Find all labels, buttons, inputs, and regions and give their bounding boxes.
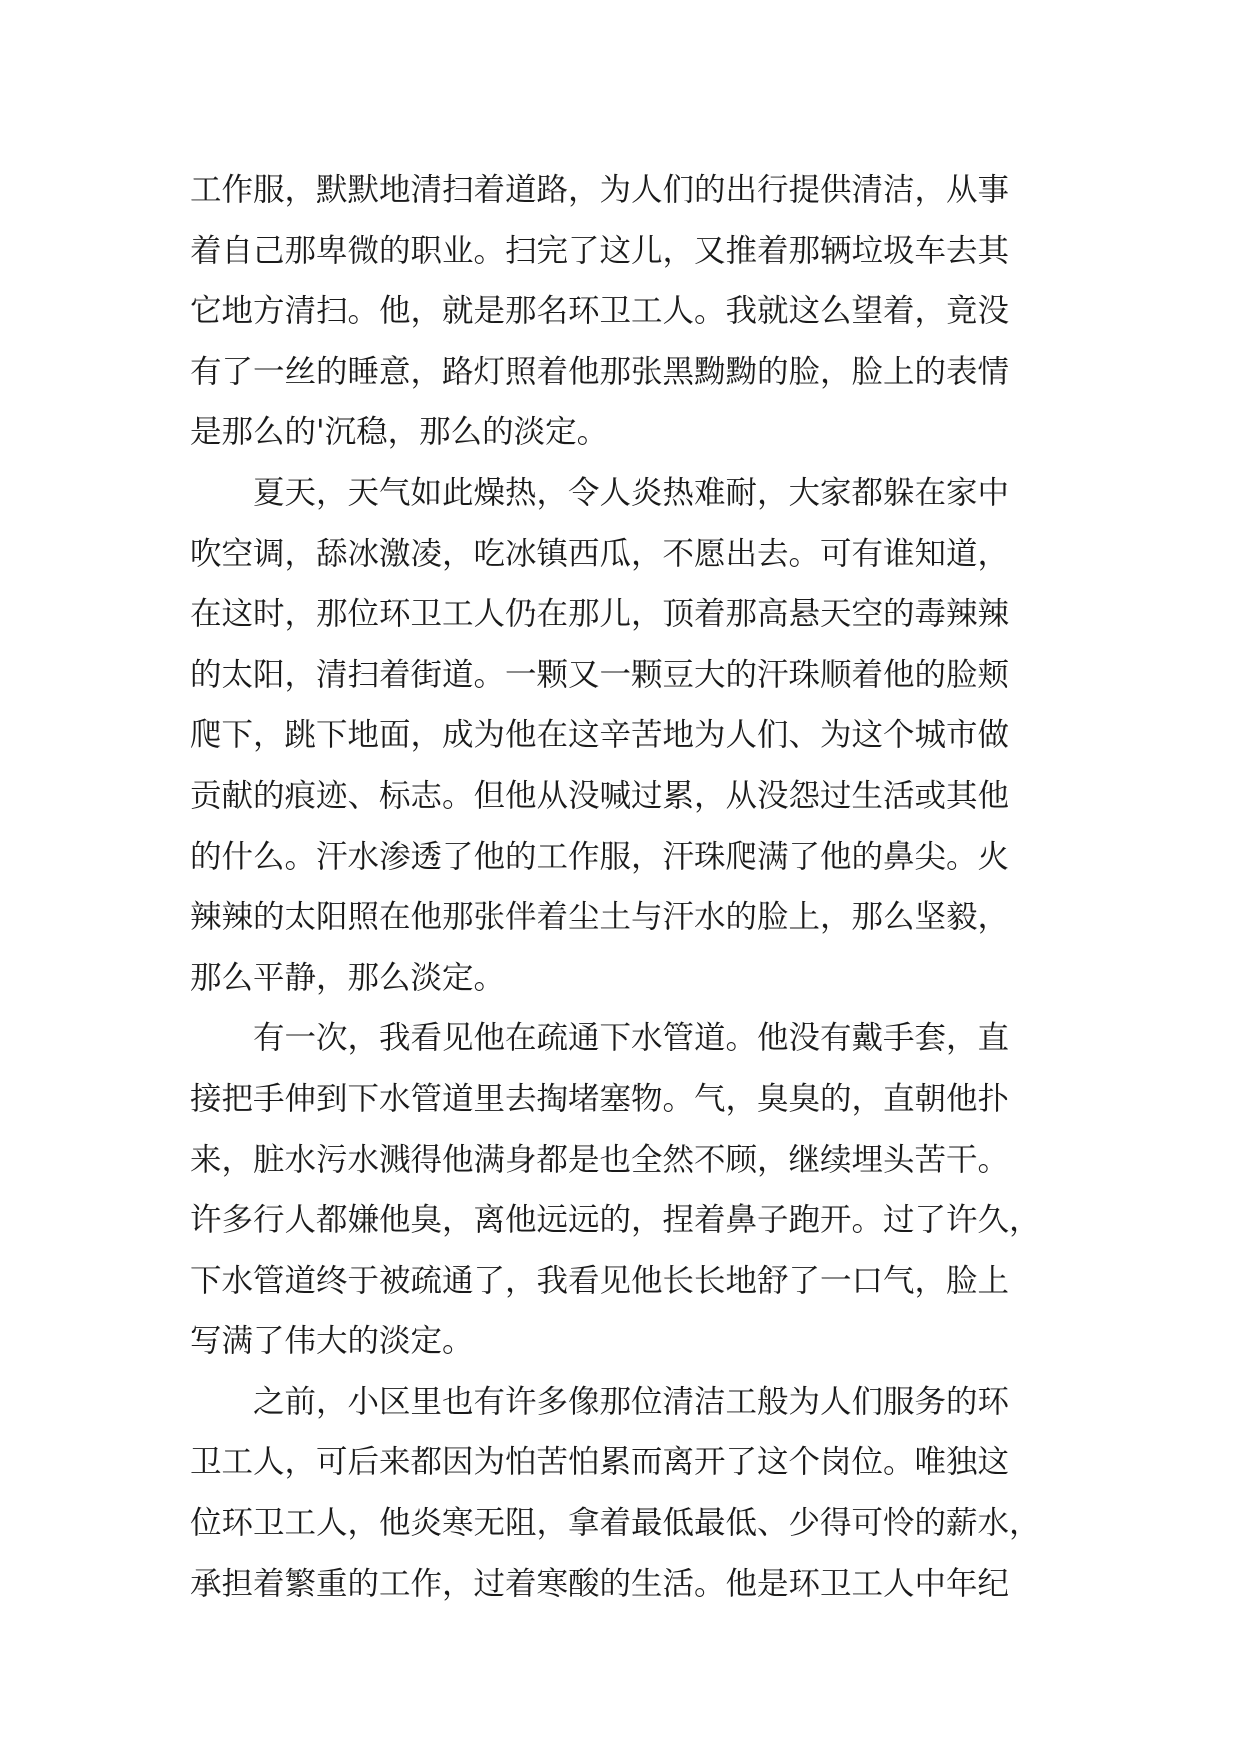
text-line: 辣辣的太阳照在他那张伴着尘土与汗水的脸上，那么坚毅， (190, 899, 1010, 936)
text-line: 有了一丝的睡意，路灯照着他那张黑黝黝的脸，脸上的表情 (190, 353, 1010, 390)
text-line: 夏天，天气如此燥热，令人炎热难耐，大家都躲在家中 (253, 474, 1010, 511)
text-line: 位环卫工人，他炎寒无阻，拿着最低最低、少得可怜的薪水， (190, 1505, 1041, 1542)
text-line: 承担着繁重的工作，过着寒酸的生活。他是环卫工人中年纪 (190, 1565, 1010, 1602)
text-line: 接把手伸到下水管道里去掏堵塞物。气，臭臭的，直朝他扑 (190, 1080, 1010, 1117)
text-line: 下水管道终于被疏通了，我看见他长长地舒了一口气，脸上 (190, 1262, 1010, 1299)
text-line: 吹空调，舔冰激凌，吃冰镇西瓜，不愿出去。可有谁知道， (190, 535, 1010, 572)
text-line: 有一次，我看见他在疏通下水管道。他没有戴手套，直 (253, 1020, 1010, 1057)
body-text (190, 160, 1070, 1614)
text-line: 它地方清扫。他，就是那名环卫工人。我就这么望着，竟没 (190, 293, 1010, 330)
text-line: 之前，小区里也有许多像那位清洁工般为人们服务的环 (253, 1383, 1010, 1420)
text-line: 的太阳，清扫着街道。一颗又一颗豆大的汗珠顺着他的脸颊 (190, 656, 1010, 693)
text-line: 是那么的'沉稳，那么的淡定。 (190, 414, 609, 451)
text-line: 贡献的痕迹、标志。但他从没喊过累，从没怨过生活或其他 (190, 777, 1010, 814)
text-line: 来，脏水污水溅得他满身都是也全然不顾，继续埋头苦干。 (190, 1141, 1010, 1178)
text-line: 那么平静，那么淡定。 (190, 959, 506, 996)
text-line: 在这时，那位环卫工人仍在那儿，顶着那高悬天空的毒辣辣 (190, 596, 1010, 633)
text-line: 爬下，跳下地面，成为他在这辛苦地为人们、为这个城市做 (190, 717, 1010, 754)
text-line: 着自己那卑微的职业。扫完了这儿，又推着那辆垃圾车去其 (190, 232, 1010, 269)
text-line: 卫工人，可后来都因为怕苦怕累而离开了这个岗位。唯独这 (190, 1444, 1010, 1481)
text-line: 的什么。汗水渗透了他的工作服，汗珠爬满了他的鼻尖。火 (190, 838, 1010, 875)
text-line: 写满了伟大的淡定。 (190, 1323, 474, 1360)
text-line: 工作服，默默地清扫着道路，为人们的出行提供清洁，从事 (190, 172, 1010, 208)
text-line: 许多行人都嫌他臭，离他远远的，捏着鼻子跑开。过了许久， (190, 1202, 1041, 1239)
